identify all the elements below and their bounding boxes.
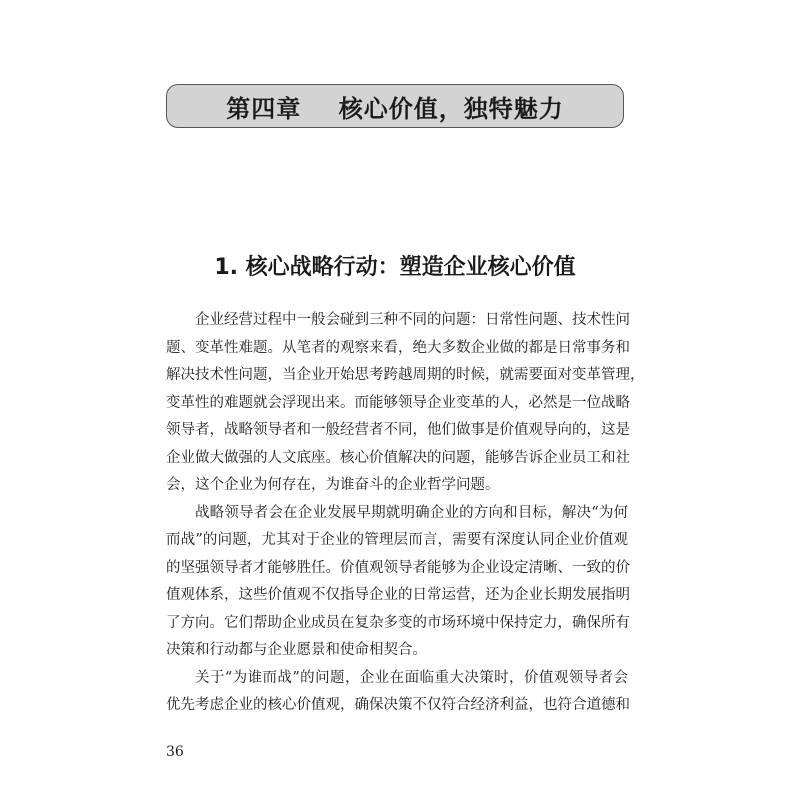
paragraph-1-line-7: 会，这个企业为何存在，为谁奋斗的企业哲学问题。: [166, 477, 500, 493]
paragraph-2-line-4: 值观体系，这些价值观不仅指导企业的日常运营，还为企业长期发展指明: [166, 587, 630, 603]
paragraph-1-line-1: 企业经营过程中一般会碰到三种不同的问题：日常性问题、技术性问: [195, 312, 630, 328]
section-title: 1. 核心战略行动：塑造企业核心价值: [214, 255, 576, 280]
paragraph-2-line-2: 而战”的问题，尤其对于企业的管理层而言，需要有深度认同企业价值观: [166, 532, 628, 548]
paragraph-1-line-6: 企业做大做强的人文底座。核心价值解决的问题，能够告诉企业员工和社: [166, 449, 630, 466]
body-text: [166, 307, 645, 720]
paragraph-1-line-2: 题、变革性难题。从笔者的观察来看，绝大多数企业做的都是日常事务和: [166, 339, 630, 356]
paragraph-3-line-2: 优先考虑企业的核心价值观，确保决策不仅符合经济利益，也符合道德和: [166, 697, 630, 713]
paragraph-1-line-5: 领导者，战略领导者和一般经营者不同，他们做事是价值观导向的，这是: [166, 422, 630, 438]
paragraph-2-line-6: 决策和行动都与企业愿景和使命相契合。: [166, 642, 427, 658]
paragraph-2-line-3: 的坚强领导者才能够胜任。价值观领导者能够为企业设定清晰、一致的价: [166, 559, 630, 576]
paragraph-1-line-4: 变革性的难题就会浮现出来。而能够领导企业变革的人，必然是一位战略: [166, 394, 630, 411]
chapter-title: 第四章 核心价值，独特魅力: [226, 94, 564, 123]
page-number: 36: [166, 744, 184, 760]
paragraph-1-line-3: 解决技术性问题，当企业开始思考跨越周期的时候，就需要面对变革管理，: [166, 367, 645, 383]
paragraph-3-line-1: 关于“为谁而战”的问题，企业在面临重大决策时，价值观领导者会: [195, 669, 628, 686]
paragraph-2-line-5: 了方向。它们帮助企业成员在复杂多变的市场环境中保持定力，确保所有: [166, 614, 630, 631]
chapter-banner: [166, 84, 624, 128]
paragraph-2-line-1: 战略领导者会在企业发展早期就明确企业的方向和目标，解决“为何: [195, 504, 628, 521]
